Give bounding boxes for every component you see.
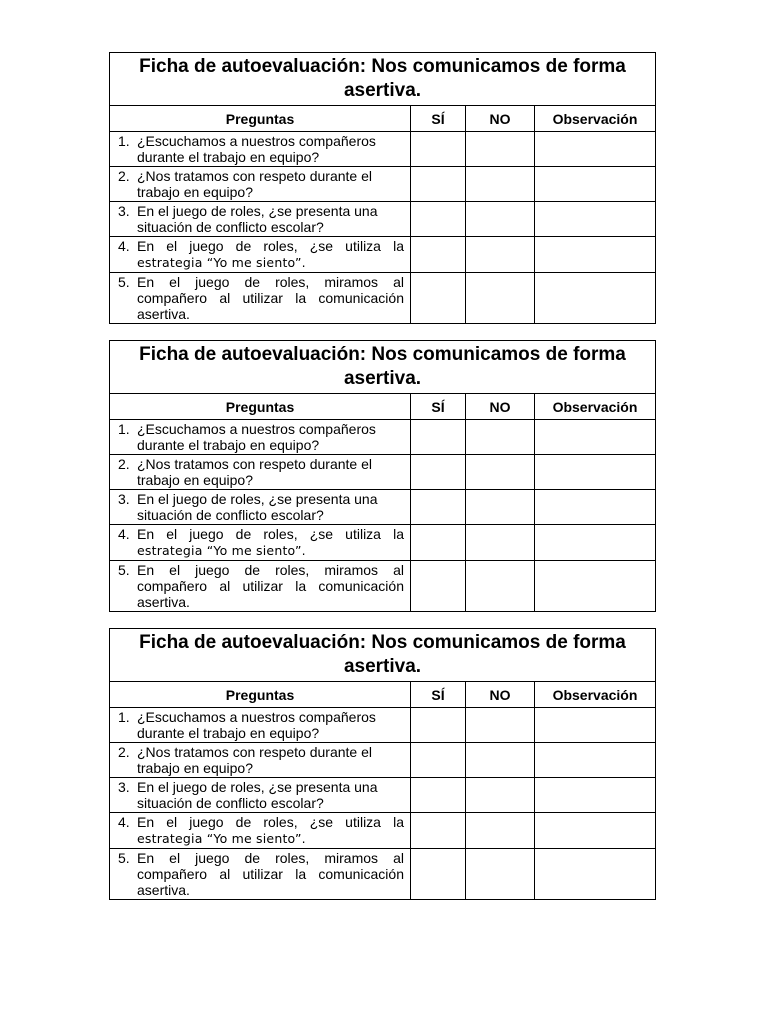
yes-cell[interactable] — [411, 778, 466, 813]
question-line: durante el trabajo en equipo? — [137, 149, 320, 165]
yes-cell[interactable] — [411, 237, 466, 273]
observation-cell[interactable] — [535, 849, 656, 900]
yes-cell[interactable] — [411, 273, 466, 324]
question-line: En el juego de roles, ¿se utiliza la — [137, 238, 404, 254]
question-cell — [110, 273, 411, 324]
question-line: asertiva. — [137, 594, 190, 610]
table-row — [110, 778, 656, 813]
question-line: En el juego de roles, miramos al — [137, 562, 404, 578]
question-line: En el juego de roles, ¿se presenta una — [137, 203, 378, 219]
header-yes: SÍ — [411, 394, 466, 420]
question-line: trabajo en equipo? — [137, 472, 253, 488]
question-cell — [110, 202, 411, 237]
header-no: NO — [466, 682, 535, 708]
no-cell[interactable] — [466, 132, 535, 167]
question-line: situación de conflicto escolar? — [137, 219, 324, 235]
question-line: estrategia “Yo me siento”. — [137, 543, 306, 558]
header-questions: Preguntas — [110, 682, 411, 708]
question-number: 5. — [118, 562, 130, 578]
question-line: durante el trabajo en equipo? — [137, 725, 320, 741]
yes-cell[interactable] — [411, 490, 466, 525]
question-cell — [110, 525, 411, 561]
sheet-title: Ficha de autoevaluación: Nos comunicamos de forma asertiva. — [110, 341, 656, 394]
question-line: ¿Nos tratamos con respeto durante el — [137, 744, 373, 760]
yes-cell[interactable] — [411, 813, 466, 849]
self-evaluation-sheet — [109, 628, 655, 900]
observation-cell[interactable] — [535, 813, 656, 849]
yes-cell[interactable] — [411, 455, 466, 490]
yes-cell[interactable] — [411, 708, 466, 743]
question-line: ¿Nos tratamos con respeto durante el — [137, 456, 373, 472]
question-line: trabajo en equipo? — [137, 760, 253, 776]
no-cell[interactable] — [466, 455, 535, 490]
observation-cell[interactable] — [535, 237, 656, 273]
question-number: 1. — [118, 421, 130, 437]
no-cell[interactable] — [466, 743, 535, 778]
evaluation-table — [109, 52, 656, 324]
header-no: NO — [466, 394, 535, 420]
question-line: En el juego de roles, ¿se utiliza la — [137, 526, 404, 542]
yes-cell[interactable] — [411, 561, 466, 612]
question-cell — [110, 455, 411, 490]
question-cell — [110, 743, 411, 778]
yes-cell[interactable] — [411, 132, 466, 167]
question-line: ¿Nos tratamos con respeto durante el — [137, 168, 373, 184]
question-number: 2. — [118, 456, 130, 472]
observation-cell[interactable] — [535, 525, 656, 561]
header-observation: Observación — [535, 394, 656, 420]
evaluation-table — [109, 628, 656, 900]
table-row — [110, 273, 656, 324]
question-line: estrategia “Yo me siento”. — [137, 255, 306, 270]
yes-cell[interactable] — [411, 849, 466, 900]
question-number: 4. — [118, 526, 130, 542]
observation-cell[interactable] — [535, 561, 656, 612]
table-row — [110, 525, 656, 561]
question-cell — [110, 778, 411, 813]
question-cell — [110, 561, 411, 612]
header-no: NO — [466, 106, 535, 132]
question-number: 5. — [118, 850, 130, 866]
no-cell[interactable] — [466, 202, 535, 237]
table-row — [110, 202, 656, 237]
table-row — [110, 167, 656, 202]
question-line: En el juego de roles, ¿se presenta una — [137, 779, 378, 795]
header-yes: SÍ — [411, 682, 466, 708]
question-line: ¿Escuchamos a nuestros compañeros — [137, 709, 376, 725]
observation-cell[interactable] — [535, 132, 656, 167]
question-line: En el juego de roles, miramos al — [137, 274, 404, 290]
question-cell — [110, 849, 411, 900]
table-row — [110, 708, 656, 743]
question-number: 2. — [118, 168, 130, 184]
question-number: 4. — [118, 814, 130, 830]
observation-cell[interactable] — [535, 420, 656, 455]
observation-cell[interactable] — [535, 490, 656, 525]
header-questions: Preguntas — [110, 106, 411, 132]
question-line: trabajo en equipo? — [137, 184, 253, 200]
no-cell[interactable] — [466, 708, 535, 743]
no-cell[interactable] — [466, 273, 535, 324]
header-yes: SÍ — [411, 106, 466, 132]
no-cell[interactable] — [466, 813, 535, 849]
yes-cell[interactable] — [411, 743, 466, 778]
question-line: En el juego de roles, ¿se presenta una — [137, 491, 378, 507]
table-row — [110, 132, 656, 167]
header-observation: Observación — [535, 682, 656, 708]
question-number: 1. — [118, 133, 130, 149]
no-cell[interactable] — [466, 237, 535, 273]
question-line: ¿Escuchamos a nuestros compañeros — [137, 133, 376, 149]
table-row — [110, 490, 656, 525]
observation-cell[interactable] — [535, 202, 656, 237]
self-evaluation-sheet — [109, 340, 655, 612]
observation-cell[interactable] — [535, 273, 656, 324]
question-number: 4. — [118, 238, 130, 254]
table-row — [110, 813, 656, 849]
no-cell[interactable] — [466, 778, 535, 813]
question-line: asertiva. — [137, 882, 190, 898]
evaluation-table — [109, 340, 656, 612]
question-number: 3. — [118, 779, 130, 795]
question-line: durante el trabajo en equipo? — [137, 437, 320, 453]
yes-cell[interactable] — [411, 525, 466, 561]
no-cell[interactable] — [466, 420, 535, 455]
question-line: En el juego de roles, miramos al — [137, 850, 404, 866]
question-line: compañero al utilizar la comunicación — [137, 578, 404, 594]
question-cell — [110, 813, 411, 849]
question-cell — [110, 420, 411, 455]
question-cell — [110, 132, 411, 167]
table-row — [110, 743, 656, 778]
no-cell[interactable] — [466, 490, 535, 525]
table-row — [110, 849, 656, 900]
question-number: 5. — [118, 274, 130, 290]
table-row — [110, 455, 656, 490]
question-line: ¿Escuchamos a nuestros compañeros — [137, 421, 376, 437]
question-line: estrategia “Yo me siento”. — [137, 831, 306, 846]
question-number: 3. — [118, 491, 130, 507]
question-line: situación de conflicto escolar? — [137, 507, 324, 523]
question-number: 1. — [118, 709, 130, 725]
sheet-title: Ficha de autoevaluación: Nos comunicamos de forma asertiva. — [110, 629, 656, 682]
question-cell — [110, 708, 411, 743]
header-observation: Observación — [535, 106, 656, 132]
self-evaluation-sheet — [109, 52, 655, 324]
sheet-title: Ficha de autoevaluación: Nos comunicamos de forma asertiva. — [110, 53, 656, 106]
question-line: compañero al utilizar la comunicación — [137, 866, 404, 882]
no-cell[interactable] — [466, 167, 535, 202]
header-questions: Preguntas — [110, 394, 411, 420]
question-cell — [110, 490, 411, 525]
table-row — [110, 420, 656, 455]
question-cell — [110, 237, 411, 273]
observation-cell[interactable] — [535, 743, 656, 778]
question-line: asertiva. — [137, 306, 190, 322]
no-cell[interactable] — [466, 525, 535, 561]
observation-cell[interactable] — [535, 778, 656, 813]
no-cell[interactable] — [466, 849, 535, 900]
observation-cell[interactable] — [535, 708, 656, 743]
observation-cell[interactable] — [535, 455, 656, 490]
question-number: 2. — [118, 744, 130, 760]
question-line: En el juego de roles, ¿se utiliza la — [137, 814, 404, 830]
question-number: 3. — [118, 203, 130, 219]
table-row — [110, 561, 656, 612]
yes-cell[interactable] — [411, 167, 466, 202]
table-row — [110, 237, 656, 273]
question-line: compañero al utilizar la comunicación — [137, 290, 404, 306]
question-cell — [110, 167, 411, 202]
no-cell[interactable] — [466, 561, 535, 612]
question-line: situación de conflicto escolar? — [137, 795, 324, 811]
observation-cell[interactable] — [535, 167, 656, 202]
yes-cell[interactable] — [411, 420, 466, 455]
yes-cell[interactable] — [411, 202, 466, 237]
